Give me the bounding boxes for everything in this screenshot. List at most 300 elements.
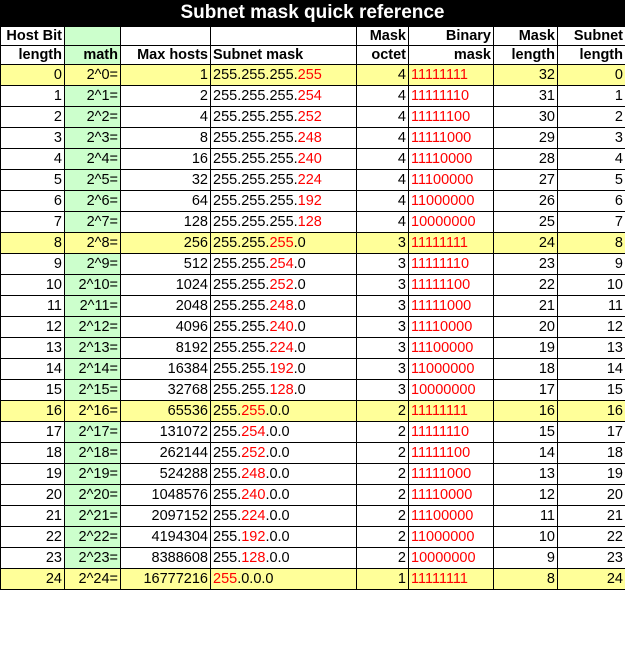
- subnet-mask-cell: [211, 380, 357, 401]
- mask-variable-octet: 224: [241, 508, 266, 524]
- table-row: [1, 86, 625, 107]
- mask-length-cell: 18: [494, 359, 558, 380]
- mask-octet-cell: 3: [357, 380, 409, 401]
- mask-fixed-part: 255.: [213, 445, 242, 461]
- binary-mask-cell: 11111110: [409, 254, 494, 275]
- table-row: [1, 233, 625, 254]
- mask-zero-part: .0: [293, 235, 306, 251]
- subnet-mask-cell: [211, 107, 357, 128]
- max-hosts-cell: 4096: [121, 317, 211, 338]
- header-host-bit: Host Bit: [1, 27, 65, 46]
- binary-mask-cell: 11100000: [409, 506, 494, 527]
- host-bit-cell: 4: [1, 149, 65, 170]
- host-bit-cell: 14: [1, 359, 65, 380]
- host-bit-cell: 1: [1, 86, 65, 107]
- mask-variable-octet: 254: [269, 256, 294, 272]
- mask-fixed-part: 255.255.: [213, 361, 270, 377]
- mask-octet-cell: 3: [357, 296, 409, 317]
- mask-length-cell: 32: [494, 65, 558, 86]
- mask-variable-octet: 248: [297, 130, 322, 146]
- math-cell: 2^15=: [65, 380, 121, 401]
- mask-zero-part: .0.0: [265, 466, 290, 482]
- table-row: [1, 128, 625, 149]
- host-bit-cell: 8: [1, 233, 65, 254]
- subnet-length-cell: 3: [558, 128, 625, 149]
- subnet-length-cell: 12: [558, 317, 625, 338]
- subnet-length-cell: 18: [558, 443, 625, 464]
- max-hosts-cell: 16: [121, 149, 211, 170]
- header-math: math: [65, 46, 121, 65]
- table-row: [1, 149, 625, 170]
- subnet-length-cell: 7: [558, 212, 625, 233]
- binary-mask-cell: 10000000: [409, 212, 494, 233]
- header-subnet-mask-top: [211, 27, 357, 46]
- binary-mask-cell: 11111111: [409, 401, 494, 422]
- mask-octet-cell: 2: [357, 548, 409, 569]
- table-row: [1, 254, 625, 275]
- mask-length-cell: 8: [494, 569, 558, 590]
- mask-zero-part: .0.0: [265, 508, 290, 524]
- subnet-mask-cell: [211, 128, 357, 149]
- math-cell: 2^21=: [65, 506, 121, 527]
- host-bit-cell: 24: [1, 569, 65, 590]
- host-bit-cell: 10: [1, 275, 65, 296]
- mask-octet-cell: 2: [357, 422, 409, 443]
- mask-length-cell: 16: [494, 401, 558, 422]
- table-row: [1, 296, 625, 317]
- host-bit-cell: 15: [1, 380, 65, 401]
- mask-octet-cell: 3: [357, 233, 409, 254]
- subnet-mask-cell: [211, 548, 357, 569]
- mask-variable-octet: 254: [241, 424, 266, 440]
- binary-mask-cell: 11100000: [409, 170, 494, 191]
- max-hosts-cell: 4: [121, 107, 211, 128]
- max-hosts-cell: 16384: [121, 359, 211, 380]
- subnet-length-cell: 11: [558, 296, 625, 317]
- host-bit-cell: 13: [1, 338, 65, 359]
- subnet-mask-cell: [211, 401, 357, 422]
- host-bit-cell: 5: [1, 170, 65, 191]
- mask-octet-cell: 2: [357, 443, 409, 464]
- host-bit-cell: 11: [1, 296, 65, 317]
- table-row: [1, 443, 625, 464]
- mask-length-cell: 29: [494, 128, 558, 149]
- mask-variable-octet: 224: [297, 172, 322, 188]
- mask-length-cell: 24: [494, 233, 558, 254]
- subnet-length-cell: 10: [558, 275, 625, 296]
- mask-octet-cell: 1: [357, 569, 409, 590]
- max-hosts-cell: 8388608: [121, 548, 211, 569]
- max-hosts-cell: 262144: [121, 443, 211, 464]
- subnet-length-cell: 1: [558, 86, 625, 107]
- mask-fixed-part: 255.: [213, 403, 242, 419]
- binary-mask-cell: 11111000: [409, 464, 494, 485]
- mask-octet-cell: 3: [357, 338, 409, 359]
- table-row: [1, 317, 625, 338]
- subnet-length-cell: 8: [558, 233, 625, 254]
- mask-variable-octet: 252: [269, 277, 294, 293]
- subnet-length-cell: 19: [558, 464, 625, 485]
- binary-mask-cell: 11000000: [409, 359, 494, 380]
- math-cell: 2^14=: [65, 359, 121, 380]
- binary-mask-cell: 11111111: [409, 233, 494, 254]
- math-cell: 2^18=: [65, 443, 121, 464]
- mask-fixed-part: 255.255.255.: [213, 193, 298, 209]
- max-hosts-cell: 524288: [121, 464, 211, 485]
- binary-mask-cell: 11110000: [409, 149, 494, 170]
- mask-fixed-part: 255.255.255.: [213, 109, 298, 125]
- subnet-length-cell: 22: [558, 527, 625, 548]
- mask-variable-octet: 224: [269, 340, 294, 356]
- mask-fixed-part: 255.: [213, 466, 242, 482]
- mask-fixed-part: 255.255.255.: [213, 130, 298, 146]
- header-mask-length: Mask: [494, 27, 558, 46]
- host-bit-cell: 22: [1, 527, 65, 548]
- host-bit-cell: 7: [1, 212, 65, 233]
- mask-zero-part: .0: [293, 361, 306, 377]
- mask-length-cell: 15: [494, 422, 558, 443]
- subnet-length-cell: 0: [558, 65, 625, 86]
- mask-variable-octet: 192: [269, 361, 294, 377]
- mask-variable-octet: 192: [241, 529, 266, 545]
- max-hosts-cell: 128: [121, 212, 211, 233]
- mask-fixed-part: 255.255.255.: [213, 214, 298, 230]
- binary-mask-cell: 11111111: [409, 569, 494, 590]
- page-title: Subnet mask quick reference: [0, 0, 625, 26]
- mask-variable-octet: 254: [297, 88, 322, 104]
- mask-fixed-part: 255.255.255.: [213, 88, 298, 104]
- max-hosts-cell: 4194304: [121, 527, 211, 548]
- math-cell: 2^7=: [65, 212, 121, 233]
- binary-mask-cell: 11111100: [409, 107, 494, 128]
- max-hosts-cell: 2048: [121, 296, 211, 317]
- subnet-mask-cell: [211, 338, 357, 359]
- table-row: [1, 485, 625, 506]
- table-row: [1, 569, 625, 590]
- mask-zero-part: .0: [293, 256, 306, 272]
- subnet-length-cell: 23: [558, 548, 625, 569]
- mask-octet-cell: 3: [357, 317, 409, 338]
- header-max-hosts: Max hosts: [121, 46, 211, 65]
- mask-length-cell: 28: [494, 149, 558, 170]
- mask-variable-octet: 252: [241, 445, 266, 461]
- host-bit-cell: 19: [1, 464, 65, 485]
- binary-mask-cell: 11111111: [409, 65, 494, 86]
- header-host-bit-2: length: [1, 46, 65, 65]
- math-cell: 2^11=: [65, 296, 121, 317]
- table-row: [1, 401, 625, 422]
- mask-zero-part: .0: [293, 277, 306, 293]
- host-bit-cell: 21: [1, 506, 65, 527]
- mask-zero-part: .0.0: [265, 445, 290, 461]
- header-mask-octet: Mask: [357, 27, 409, 46]
- mask-octet-cell: 3: [357, 254, 409, 275]
- subnet-mask-cell: [211, 527, 357, 548]
- host-bit-cell: 12: [1, 317, 65, 338]
- mask-variable-octet: 255: [269, 235, 294, 251]
- mask-length-cell: 19: [494, 338, 558, 359]
- subnet-mask-cell: [211, 317, 357, 338]
- max-hosts-cell: 16777216: [121, 569, 211, 590]
- mask-fixed-part: 255.255.: [213, 340, 270, 356]
- header-row-1: [1, 27, 625, 46]
- host-bit-cell: 23: [1, 548, 65, 569]
- subnet-mask-cell: [211, 191, 357, 212]
- math-cell: 2^0=: [65, 65, 121, 86]
- mask-fixed-part: 255.: [213, 508, 242, 524]
- table-row: [1, 275, 625, 296]
- mask-variable-octet: 255: [241, 403, 266, 419]
- math-cell: 2^12=: [65, 317, 121, 338]
- mask-fixed-part: 255.255.: [213, 256, 270, 272]
- header-binary-mask: Binary: [409, 27, 494, 46]
- mask-length-cell: 25: [494, 212, 558, 233]
- host-bit-cell: 0: [1, 65, 65, 86]
- table-row: [1, 422, 625, 443]
- mask-length-cell: 30: [494, 107, 558, 128]
- mask-octet-cell: 4: [357, 149, 409, 170]
- max-hosts-cell: 8192: [121, 338, 211, 359]
- math-cell: 2^20=: [65, 485, 121, 506]
- mask-zero-part: .0.0: [265, 529, 290, 545]
- max-hosts-cell: 512: [121, 254, 211, 275]
- mask-zero-part: .0: [293, 340, 306, 356]
- header-subnet-length: Subnet: [558, 27, 625, 46]
- mask-zero-part: .0: [293, 382, 306, 398]
- subnet-mask-cell: [211, 275, 357, 296]
- subnet-mask-cell: [211, 149, 357, 170]
- header-subnet-mask: Subnet mask: [211, 46, 357, 65]
- subnet-length-cell: 2: [558, 107, 625, 128]
- math-cell: 2^6=: [65, 191, 121, 212]
- mask-variable-octet: 248: [241, 466, 266, 482]
- subnet-length-cell: 6: [558, 191, 625, 212]
- math-cell: 2^1=: [65, 86, 121, 107]
- mask-octet-cell: 4: [357, 170, 409, 191]
- binary-mask-cell: 11110000: [409, 317, 494, 338]
- host-bit-cell: 20: [1, 485, 65, 506]
- mask-length-cell: 27: [494, 170, 558, 191]
- binary-mask-cell: 11000000: [409, 527, 494, 548]
- math-cell: 2^22=: [65, 527, 121, 548]
- header-max-hosts-top: [121, 27, 211, 46]
- subnet-mask-cell: [211, 359, 357, 380]
- mask-fixed-part: 255.255.: [213, 235, 270, 251]
- mask-length-cell: 22: [494, 275, 558, 296]
- mask-variable-octet: 128: [241, 550, 266, 566]
- subnet-table: [0, 26, 625, 590]
- mask-length-cell: 26: [494, 191, 558, 212]
- mask-fixed-part: 255.: [213, 529, 242, 545]
- table-body: [1, 65, 625, 590]
- mask-fixed-part: 255.: [213, 424, 242, 440]
- header-row-2: [1, 46, 625, 65]
- max-hosts-cell: 1: [121, 65, 211, 86]
- subnet-length-cell: 24: [558, 569, 625, 590]
- mask-fixed-part: 255.: [213, 550, 242, 566]
- mask-octet-cell: 3: [357, 275, 409, 296]
- mask-zero-part: .0.0: [265, 424, 290, 440]
- math-cell: 2^4=: [65, 149, 121, 170]
- subnet-mask-cell: [211, 254, 357, 275]
- mask-octet-cell: 3: [357, 359, 409, 380]
- max-hosts-cell: 64: [121, 191, 211, 212]
- mask-length-cell: 31: [494, 86, 558, 107]
- subnet-mask-cell: [211, 506, 357, 527]
- max-hosts-cell: 65536: [121, 401, 211, 422]
- mask-length-cell: 14: [494, 443, 558, 464]
- math-cell: 2^16=: [65, 401, 121, 422]
- max-hosts-cell: 1024: [121, 275, 211, 296]
- mask-length-cell: 12: [494, 485, 558, 506]
- mask-octet-cell: 2: [357, 506, 409, 527]
- host-bit-cell: 3: [1, 128, 65, 149]
- mask-length-cell: 20: [494, 317, 558, 338]
- table-row: [1, 380, 625, 401]
- math-cell: 2^3=: [65, 128, 121, 149]
- binary-mask-cell: 11111110: [409, 422, 494, 443]
- mask-length-cell: 9: [494, 548, 558, 569]
- mask-zero-part: .0.0: [265, 403, 290, 419]
- math-cell: 2^24=: [65, 569, 121, 590]
- binary-mask-cell: 11111110: [409, 86, 494, 107]
- mask-variable-octet: 128: [269, 382, 294, 398]
- subnet-mask-cell: [211, 422, 357, 443]
- subnet-length-cell: 16: [558, 401, 625, 422]
- host-bit-cell: 17: [1, 422, 65, 443]
- subnet-length-cell: 9: [558, 254, 625, 275]
- mask-variable-octet: 240: [297, 151, 322, 167]
- mask-octet-cell: 2: [357, 464, 409, 485]
- mask-fixed-part: 255.255.255.: [213, 172, 298, 188]
- table-row: [1, 338, 625, 359]
- mask-octet-cell: 4: [357, 128, 409, 149]
- subnet-length-cell: 20: [558, 485, 625, 506]
- mask-variable-octet: 128: [297, 214, 322, 230]
- math-cell: 2^17=: [65, 422, 121, 443]
- math-cell: 2^8=: [65, 233, 121, 254]
- table-row: [1, 65, 625, 86]
- mask-fixed-part: 255.255.: [213, 298, 270, 314]
- table-row: [1, 170, 625, 191]
- math-cell: 2^2=: [65, 107, 121, 128]
- header-subnet-length-2: length: [558, 46, 625, 65]
- subnet-mask-cell: [211, 170, 357, 191]
- table-row: [1, 506, 625, 527]
- mask-zero-part: .0.0: [265, 487, 290, 503]
- host-bit-cell: 9: [1, 254, 65, 275]
- table-row: [1, 107, 625, 128]
- mask-octet-cell: 4: [357, 107, 409, 128]
- header-math-top: [65, 27, 121, 46]
- max-hosts-cell: 32: [121, 170, 211, 191]
- max-hosts-cell: 8: [121, 128, 211, 149]
- table-row: [1, 212, 625, 233]
- mask-length-cell: 23: [494, 254, 558, 275]
- header-mask-length-2: length: [494, 46, 558, 65]
- binary-mask-cell: 10000000: [409, 380, 494, 401]
- max-hosts-cell: 131072: [121, 422, 211, 443]
- subnet-mask-cell: [211, 233, 357, 254]
- host-bit-cell: 18: [1, 443, 65, 464]
- mask-length-cell: 13: [494, 464, 558, 485]
- subnet-mask-cell: [211, 464, 357, 485]
- math-cell: 2^10=: [65, 275, 121, 296]
- subnet-length-cell: 4: [558, 149, 625, 170]
- header-mask-octet-2: octet: [357, 46, 409, 65]
- header-binary-mask-2: mask: [409, 46, 494, 65]
- binary-mask-cell: 11111000: [409, 128, 494, 149]
- mask-length-cell: 10: [494, 527, 558, 548]
- subnet-mask-cell: [211, 485, 357, 506]
- mask-variable-octet: 252: [297, 109, 322, 125]
- mask-zero-part: .0.0: [265, 550, 290, 566]
- max-hosts-cell: 32768: [121, 380, 211, 401]
- mask-variable-octet: 192: [297, 193, 322, 209]
- mask-octet-cell: 2: [357, 401, 409, 422]
- mask-length-cell: 21: [494, 296, 558, 317]
- math-cell: 2^23=: [65, 548, 121, 569]
- mask-octet-cell: 4: [357, 212, 409, 233]
- binary-mask-cell: 11100000: [409, 338, 494, 359]
- subnet-length-cell: 14: [558, 359, 625, 380]
- mask-zero-part: .0: [293, 298, 306, 314]
- host-bit-cell: 6: [1, 191, 65, 212]
- mask-variable-octet: 255: [297, 67, 322, 83]
- subnet-mask-cell: [211, 443, 357, 464]
- mask-variable-octet: 240: [269, 319, 294, 335]
- max-hosts-cell: 2: [121, 86, 211, 107]
- subnet-length-cell: 17: [558, 422, 625, 443]
- binary-mask-cell: 11000000: [409, 191, 494, 212]
- table-row: [1, 548, 625, 569]
- max-hosts-cell: 256: [121, 233, 211, 254]
- mask-octet-cell: 4: [357, 191, 409, 212]
- subnet-mask-cell: [211, 65, 357, 86]
- binary-mask-cell: 11111000: [409, 296, 494, 317]
- subnet-mask-cell: [211, 569, 357, 590]
- mask-fixed-part: 255.255.255.: [213, 151, 298, 167]
- binary-mask-cell: 11111100: [409, 275, 494, 296]
- table-row: [1, 464, 625, 485]
- math-cell: 2^19=: [65, 464, 121, 485]
- host-bit-cell: 16: [1, 401, 65, 422]
- mask-variable-octet: 240: [241, 487, 266, 503]
- table-row: [1, 191, 625, 212]
- mask-length-cell: 11: [494, 506, 558, 527]
- math-cell: 2^9=: [65, 254, 121, 275]
- math-cell: 2^13=: [65, 338, 121, 359]
- mask-fixed-part: 255.255.: [213, 319, 270, 335]
- mask-octet-cell: 2: [357, 527, 409, 548]
- max-hosts-cell: 1048576: [121, 485, 211, 506]
- subnet-mask-cell: [211, 296, 357, 317]
- mask-octet-cell: 4: [357, 65, 409, 86]
- subnet-length-cell: 13: [558, 338, 625, 359]
- mask-fixed-part: 255.255.: [213, 277, 270, 293]
- mask-variable-octet: 255: [213, 571, 238, 587]
- subnet-mask-cell: [211, 86, 357, 107]
- mask-fixed-part: 255.255.: [213, 382, 270, 398]
- mask-fixed-part: 255.: [213, 487, 242, 503]
- host-bit-cell: 2: [1, 107, 65, 128]
- subnet-length-cell: 15: [558, 380, 625, 401]
- mask-length-cell: 17: [494, 380, 558, 401]
- subnet-length-cell: 21: [558, 506, 625, 527]
- binary-mask-cell: 11111100: [409, 443, 494, 464]
- binary-mask-cell: 11110000: [409, 485, 494, 506]
- math-cell: 2^5=: [65, 170, 121, 191]
